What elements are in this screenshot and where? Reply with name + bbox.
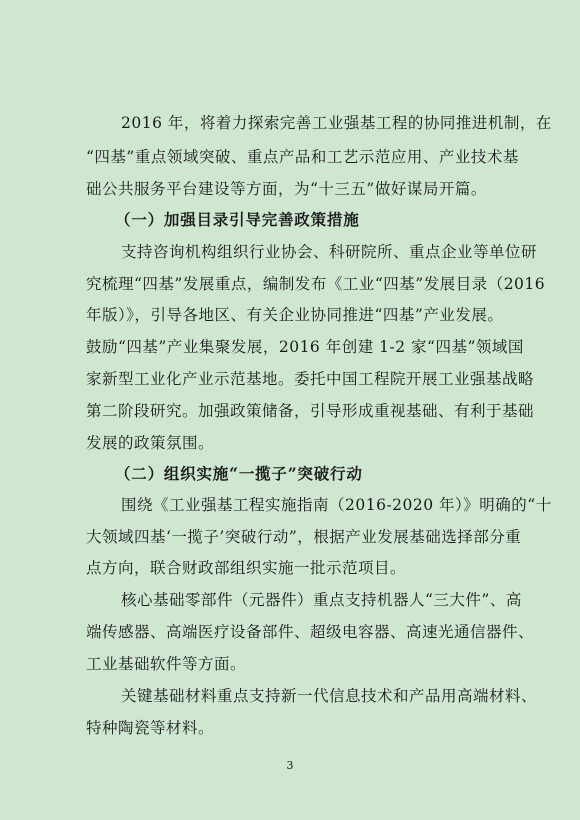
paragraph-1-line-3: 础公共服务平台建设等方面，为“十三五”做好谋局开篇。 bbox=[86, 180, 487, 198]
page-number: 3 bbox=[286, 759, 294, 772]
paragraph-2-line-2: 究梳理“四基”发展重点，编制发布《工业“四基”发展目录（2016 bbox=[86, 275, 546, 293]
paragraph-5-line-1: 关键基础材料重点支持新一代信息技术和产品用高端材料、 bbox=[121, 687, 538, 705]
paragraph-2-line-6: 第二阶段研究。加强政策储备，引导形成重视基础、有利于基础 bbox=[86, 402, 535, 420]
paragraph-2-line-1: 支持咨询机构组织行业协会、科研院所、重点企业等单位研 bbox=[121, 243, 538, 261]
paragraph-4-line-1: 核心基础零部件（元器件）重点支持机器人“三大件”、高 bbox=[121, 591, 522, 609]
paragraph-4-line-2: 端传感器、高端医疗设备部件、超级电容器、高速光通信器件、 bbox=[86, 623, 535, 641]
paragraph-4-line-3: 工业基础软件等方面。 bbox=[86, 655, 247, 673]
paragraph-5-line-2: 特种陶瓷等材料。 bbox=[86, 719, 215, 737]
paragraph-2-line-7: 发展的政策氛围。 bbox=[86, 434, 215, 452]
paragraph-1-line-1: 2016 年，将着力探索完善工业强基工程的协同推进机制，在 bbox=[121, 114, 552, 132]
paragraph-2-line-5: 家新型工业化产业示范基地。委托中国工程院开展工业强基战略 bbox=[86, 370, 535, 388]
section-heading-1: （一）加强目录引导完善政策措施 bbox=[115, 210, 360, 229]
paragraph-3-line-2: 大领域四基‘一揽子’突破行动”，根据产业发展基础选择部分重 bbox=[86, 528, 522, 546]
paragraph-2-line-3: 年版）》，引导各地区、有关企业协同推进“四基”产业发展。 bbox=[86, 306, 504, 324]
section-heading-2: （二）组织实施“一揽子”突破行动 bbox=[115, 464, 363, 483]
paragraph-2-line-4: 鼓励“四基”产业集聚发展，2016 年创建 1-2 家“四基”领域国 bbox=[86, 338, 524, 356]
paragraph-1-line-2: “四基”重点领域突破、重点产品和工艺示范应用、产业技术基 bbox=[86, 148, 519, 166]
paragraph-3-line-1: 围绕《工业强基工程实施指南（2016-2020 年）》明确的“十 bbox=[121, 496, 552, 514]
paragraph-3-line-3: 点方向，联合财政部组织实施一批示范项目。 bbox=[86, 559, 407, 577]
